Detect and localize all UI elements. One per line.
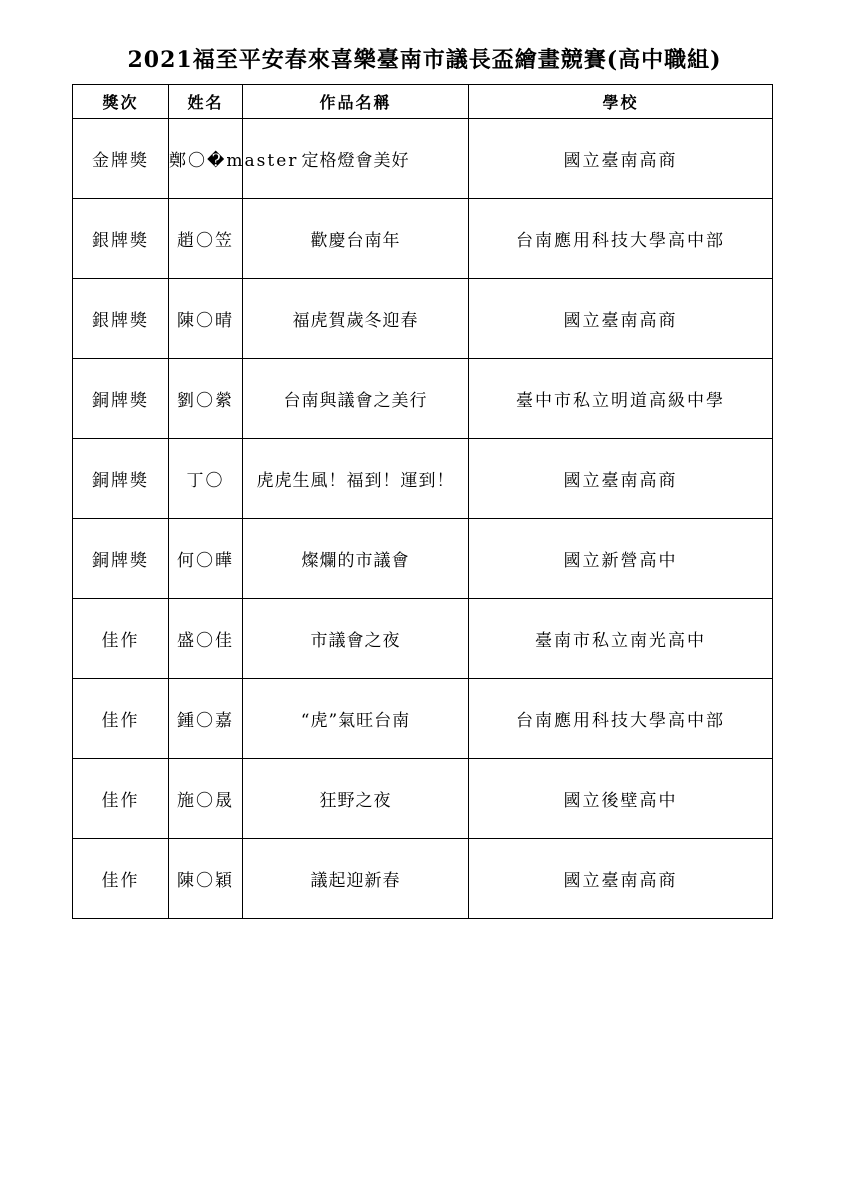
cell-work: 狂野之夜 <box>243 759 469 839</box>
cell-name: 劉〇縈 <box>169 359 243 439</box>
table-row <box>73 119 773 199</box>
table-header-row <box>73 85 773 119</box>
table-row <box>73 439 773 519</box>
cell-name: 何〇曄 <box>169 519 243 599</box>
cell-school: 國立新營高中 <box>469 519 773 599</box>
cell-work: 台南與議會之美行 <box>243 359 469 439</box>
cell-work: 市議會之夜 <box>243 599 469 679</box>
cell-name: 陳〇穎 <box>169 839 243 919</box>
header-name: 姓名 <box>169 85 243 119</box>
cell-work: 燦爛的市議會 <box>243 519 469 599</box>
results-table <box>72 84 773 919</box>
cell-school: 國立臺南高商 <box>469 839 773 919</box>
cell-school: 國立臺南高商 <box>469 279 773 359</box>
cell-work: 歡慶台南年 <box>243 199 469 279</box>
table-row <box>73 359 773 439</box>
cell-award: 銅牌獎 <box>73 519 169 599</box>
cell-name: 趙〇笠 <box>169 199 243 279</box>
table-row <box>73 679 773 759</box>
cell-award: 佳作 <box>73 679 169 759</box>
table-row <box>73 759 773 839</box>
cell-school: 臺南市私立南光高中 <box>469 599 773 679</box>
cell-school: 國立後壁高中 <box>469 759 773 839</box>
cell-award: 佳作 <box>73 759 169 839</box>
cell-school: 臺中市私立明道高級中學 <box>469 359 773 439</box>
cell-award: 佳作 <box>73 599 169 679</box>
cell-work: 福虎賀歲冬迎春 <box>243 279 469 359</box>
table-row <box>73 839 773 919</box>
cell-award: 銅牌獎 <box>73 359 169 439</box>
cell-work: “虎”氣旺台南 <box>243 679 469 759</box>
cell-award: 銀牌獎 <box>73 199 169 279</box>
cell-school: 國立臺南高商 <box>469 439 773 519</box>
header-school: 學校 <box>469 85 773 119</box>
cell-award: 銅牌獎 <box>73 439 169 519</box>
cell-award: 銀牌獎 <box>73 279 169 359</box>
page-title: 2021福至平安春來喜樂臺南市議長盃繪畫競賽(高中職組) <box>127 47 722 73</box>
table-row <box>73 599 773 679</box>
table-row <box>73 279 773 359</box>
table-row <box>73 199 773 279</box>
cell-school: 國立臺南高商 <box>469 119 773 199</box>
cell-name: 鍾〇嘉 <box>169 679 243 759</box>
cell-name: 丁〇 <box>169 439 243 519</box>
cell-award: 佳作 <box>73 839 169 919</box>
cell-school: 台南應用科技大學高中部 <box>469 199 773 279</box>
table-row <box>73 519 773 599</box>
cell-work: 定格燈會美好 <box>243 119 469 199</box>
cell-work: 虎虎生風！福到！運到！ <box>243 439 469 519</box>
cell-name: 陳〇晴 <box>169 279 243 359</box>
cell-name: 盛〇佳 <box>169 599 243 679</box>
cell-name: 施〇晟 <box>169 759 243 839</box>
cell-work: 議起迎新春 <box>243 839 469 919</box>
cell-award: 金牌獎 <box>73 119 169 199</box>
header-work: 作品名稱 <box>243 85 469 119</box>
header-award: 獎次 <box>73 85 169 119</box>
cell-name: 鄭〇�master <box>169 119 243 199</box>
cell-school: 台南應用科技大學高中部 <box>469 679 773 759</box>
